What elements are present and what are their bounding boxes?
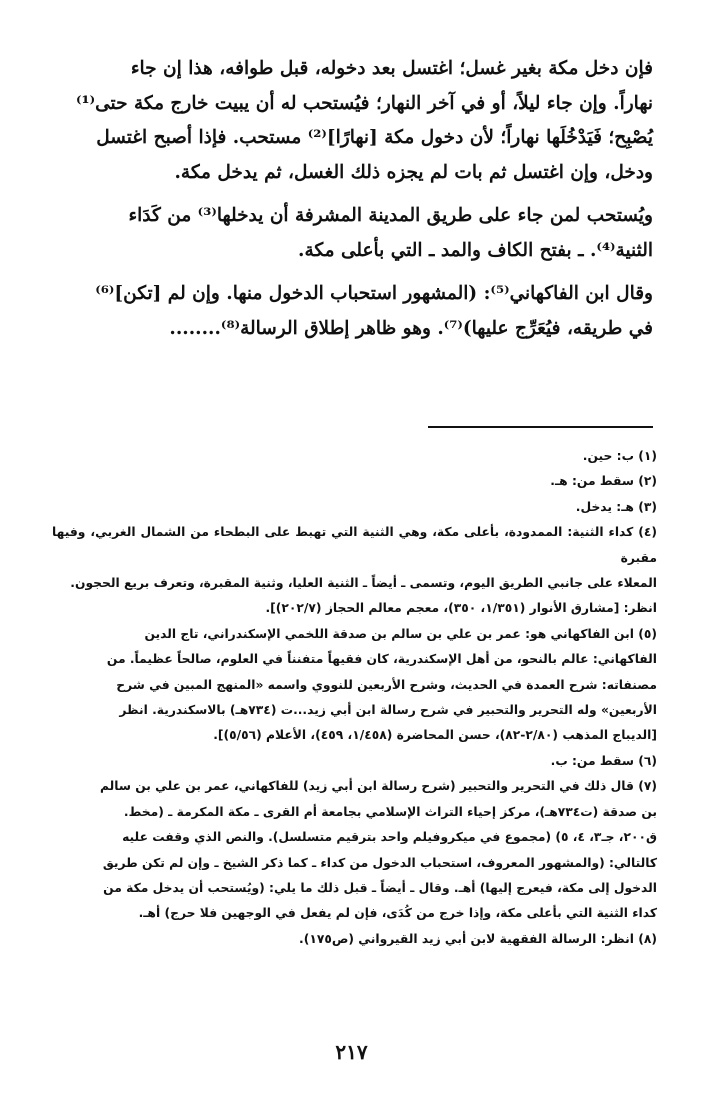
footnote-line: (٤) كداء الثنية: الممدودة، بأعلى مكة، وهي الثنية التي تهبط على البطحاء من الشمال الغربي، وفيها مقبرة: [52, 525, 657, 565]
line: ويُستحب لمن جاء على طريق المدينة المشرفة أن يدخلها⁽³⁾ من كَدَاء: [128, 205, 653, 226]
paragraph-3: [58, 277, 653, 346]
footnote-line: كداء الثنية التي بأعلى مكة، وإذا خرج من كُدَى، فإن لم يفعل في الوجهين فلا حرج) أهـ.: [138, 906, 657, 921]
footnote-line: [الديباج المذهب (٢/٨٠-٨٢)، حسن المحاضرة (١/٤٥٨، ٤٥٩)، الأعلام (٥/٥٦)].: [213, 728, 657, 743]
paragraph-1: [58, 52, 653, 190]
line: ودخل، وإن اغتسل ثم بات لم يجزه ذلك الغسل، ثم يدخل مكة.: [174, 161, 653, 183]
footnote-line: الفاكهاني: عالم بالنحو، من أهل الإسكندرية، كان فقيهاً متفنناً في العلوم، صالحاً عظيماً. من: [106, 652, 657, 667]
footnote-line: (٢) سقط من: هـ.: [550, 474, 657, 489]
footnote-line: مصنفاته: شرح العمدة في الحديث، وشرح الأربعين للنووي واسمه «المنهج المبين في شرح: [116, 677, 657, 692]
line: في طريقه، فيُعَرِّج عليها)⁽⁷⁾. وهو ظاهر إطلاق الرسالة⁽⁸⁾........: [169, 317, 653, 339]
line: وقال ابن الفاكهاني⁽⁵⁾: (المشهور استحباب الدخول منها. وإن لم [تكن]⁽⁶⁾: [95, 283, 653, 304]
paragraph-2: [58, 199, 653, 268]
footnote-line: (٨) انظر: الرسالة الفقهية لابن أبي زيد القيرواني (ص١٧٥).: [299, 931, 657, 946]
line: فإن دخل مكة بغير غسل؛ اغتسل بعد دخوله، قبل طوافه، هذا إن جاء: [130, 58, 653, 79]
footnote-line: الأربعين» وله التحرير والتحبير في شرح رسالة ابن أبي زيد...ت (٧٣٤هـ) بالاسكندرية. انظر: [119, 703, 657, 718]
footnote-line: (٧) قال ذلك في التحرير والتحبير (شرح رسالة ابن أبي زيد) للفاكهاني، عمر بن علي بن سالم: [99, 779, 657, 794]
line: يُصْبِح؛ فَيَدْخُلَها نهاراً؛ لأن دخول مكة [نهارًا]⁽²⁾ مستحب. فإذا أصبح اغتسل: [96, 127, 653, 148]
page-number: ٢١٧: [335, 1040, 368, 1064]
footnote-line: الدخول إلى مكة، فيعرج إليها) أهـ. وقال ـ أيضاً ـ قبل ذلك ما يلي: (ويُستحب أن يدخل مكة من: [103, 880, 657, 895]
main-text: [58, 52, 653, 346]
line: الثنية⁽⁴⁾. ـ بفتح الكاف والمد ـ التي بأعلى مكة.: [298, 239, 653, 261]
footnote-divider: [428, 426, 653, 428]
footnote-line: المعلاء على جانبي الطريق اليوم، وتسمى ـ أيضاً ـ الثنية العليا، وثنية المقبرة، وتعرف بريع الحجون.: [70, 576, 657, 591]
footnote-line: انظر: [مشارق الأنوار (١/٣٥١، ٣٥٠)، معجم معالم الحجاز (٢٠٢/٧)].: [265, 601, 657, 616]
footnote-line: (٥) ابن الفاكهاني هو: عمر بن علي بن سالم بن صدقة اللخمي الإسكندراني، تاج الدين: [144, 626, 657, 641]
footnote-line: بن صدقة (ت٧٣٤هـ)، مركز إحياء التراث الإسلامي بجامعة أم القرى ـ مكة المكرمة ـ (مخط.: [123, 804, 657, 819]
footnote-line: (١) ب: حين.: [582, 449, 657, 463]
footnotes: [52, 444, 657, 952]
footnote-line: ق٢٠٠، جـ٣، ٤، ٥) (مجموع في ميكروفيلم واحد بترقيم متسلسل). والنص الذي وقفت عليه: [122, 830, 657, 845]
footnote-line: كالتالي: (والمشهور المعروف، استحباب الدخول من كداء ـ كما ذكر الشيخ ـ وإن لم تكن طريق: [102, 855, 657, 870]
footnote-line: (٣) هـ: يدخل.: [575, 499, 657, 514]
footnote-line: (٦) سقط من: ب.: [550, 753, 657, 768]
line: نهاراً. وإن جاء ليلاً، أو في آخر النهار؛ فيُستحب له أن يبيت خارج مكة حتى⁽¹⁾: [75, 92, 653, 114]
